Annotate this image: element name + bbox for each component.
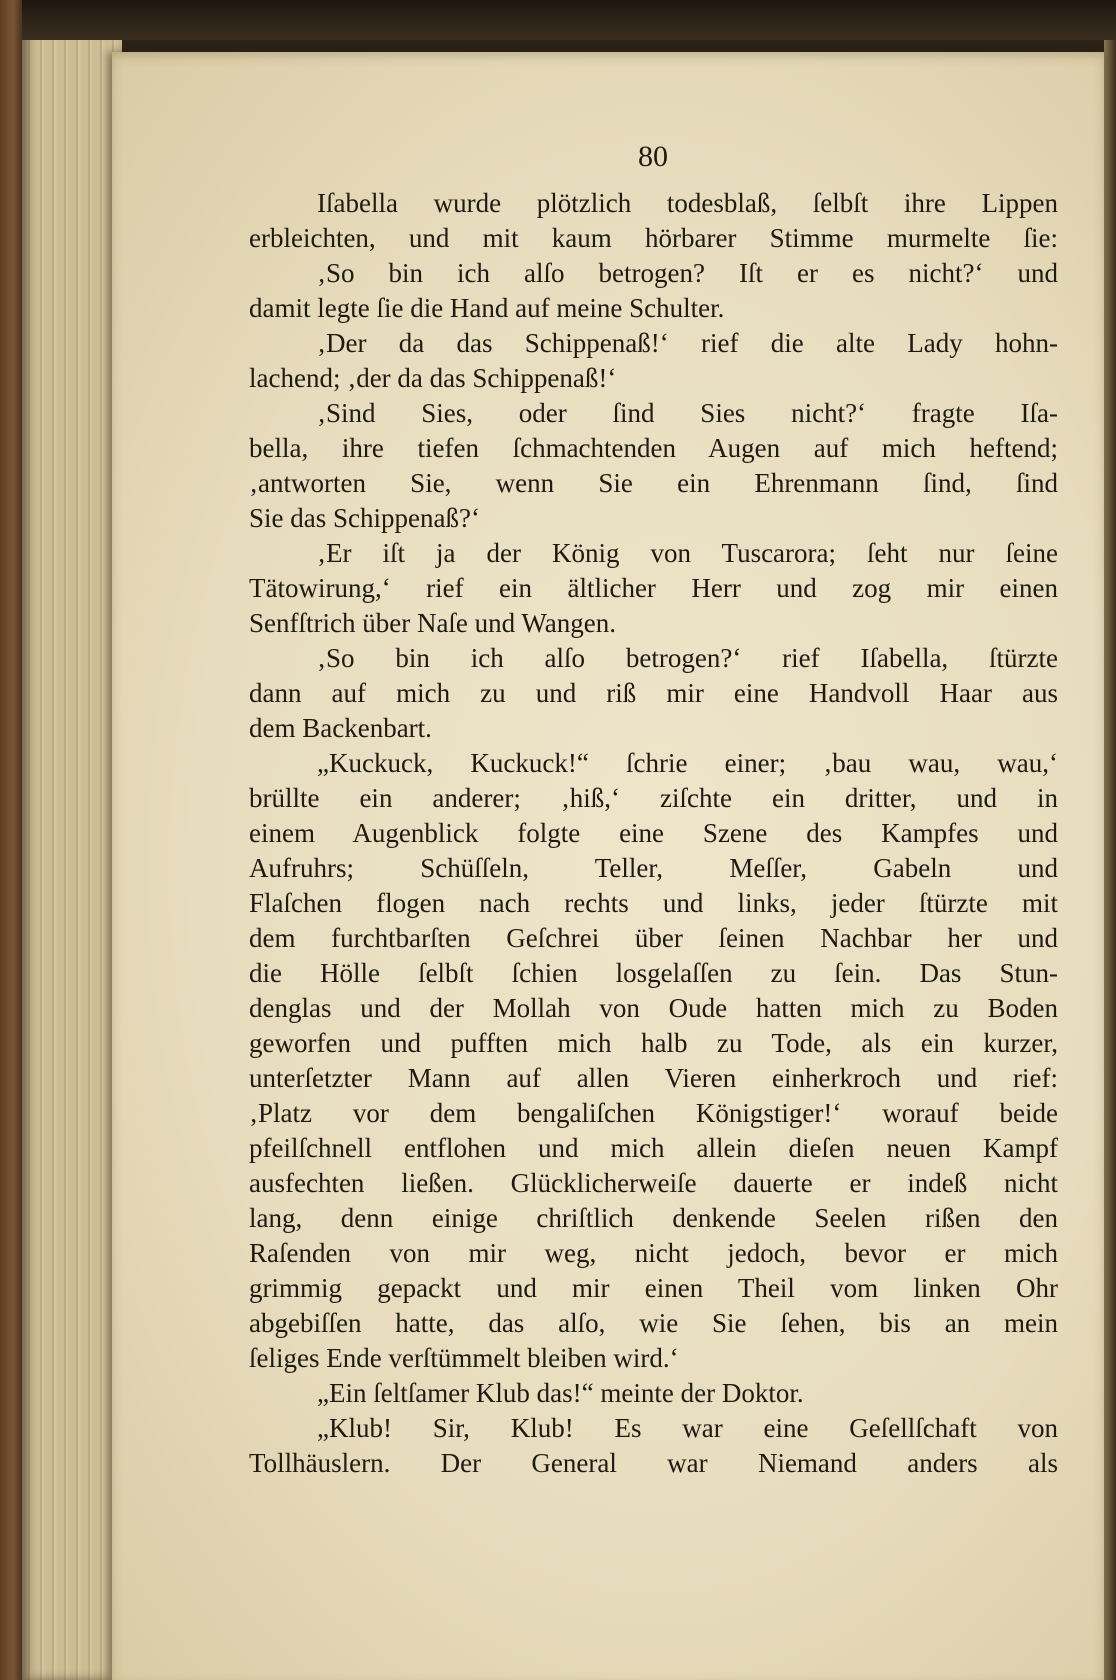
text-line: grimmig gepackt und mir einen Theil vom linken Ohr	[249, 1273, 1058, 1303]
text-line: Flaſchen flogen nach rechts und links, jeder ſtürzte mit	[249, 888, 1058, 918]
book-spine	[0, 0, 22, 1680]
text-line: ſeliges Ende verſtümmelt bleiben wird.‘	[249, 1343, 679, 1373]
text-line: lang, denn einige chriſtlich denkende Seelen rißen den	[249, 1203, 1058, 1233]
text-line: ‚So bin ich alſo betrogen?‘ rief Iſabella, ſtürzte	[317, 643, 1058, 673]
text-line: lachend; ‚der da das Schippenaß!‘	[249, 363, 617, 393]
page-number: 80	[638, 140, 668, 173]
text-line: ‚antworten Sie, wenn Sie ein Ehrenmann ſind, ſind	[249, 468, 1058, 498]
text-line: ‚So bin ich alſo betrogen? Iſt er es nicht?‘ und	[317, 258, 1058, 288]
text-line: geworfen und pufften mich halb zu Tode, als ein kurzer,	[249, 1028, 1058, 1058]
text-line: ‚Sind Sies, oder ſind Sies nicht?‘ fragte Iſa-	[317, 398, 1058, 428]
text-line: „Ein ſeltſamer Klub das!“ meinte der Doktor.	[317, 1378, 804, 1408]
text-line: einem Augenblick folgte eine Szene des Kampfes und	[249, 818, 1058, 848]
page-edges	[22, 30, 122, 1680]
text-line: denglas und der Mollah von Oude hatten mich zu Boden	[249, 993, 1058, 1023]
text-line: Senfſtrich über Naſe und Wangen.	[249, 608, 616, 638]
text-line: Aufruhrs; Schüſſeln, Teller, Meſſer, Gabeln und	[249, 853, 1058, 883]
text-line: pfeilſchnell entflohen und mich allein dieſen neuen Kampf	[249, 1133, 1058, 1163]
page-text	[249, 186, 1058, 1481]
text-line: bella, ihre tiefen ſchmachtenden Augen auf mich heftend;	[249, 433, 1058, 463]
text-line: dem furchtbarſten Geſchrei über ſeinen Nachbar her und	[249, 923, 1058, 953]
text-line: Iſabella wurde plötzlich todesblaß, ſelbſt ihre Lippen	[317, 188, 1058, 218]
text-line: die Hölle ſelbſt ſchien losgelaſſen zu ſein. Das Stun-	[249, 958, 1058, 988]
text-line: „Klub! Sir, Klub! Es war eine Geſellſchaft von	[317, 1413, 1058, 1443]
top-shadow	[22, 0, 1116, 40]
text-line: damit legte ſie die Hand auf meine Schulter.	[249, 293, 725, 323]
text-line: dann auf mich zu und riß mir eine Handvoll Haar aus	[249, 678, 1058, 708]
text-line: abgebiſſen hatte, das alſo, wie Sie ſehen, bis an mein	[249, 1308, 1058, 1338]
text-line: Tätowirung,‘ rief ein ältlicher Herr und zog mir einen	[249, 573, 1058, 603]
text-line: ausfechten ließen. Glücklicherweiſe dauerte er indeß nicht	[249, 1168, 1058, 1198]
text-line: unterſetzter Mann auf allen Vieren einherkroch und rief:	[249, 1063, 1058, 1093]
text-line: dem Backenbart.	[249, 713, 432, 743]
right-page-edge	[1104, 40, 1116, 1680]
text-line: „Kuckuck, Kuckuck!“ ſchrie einer; ‚bau wau, wau,‘	[317, 748, 1058, 778]
text-line: ‚Platz vor dem bengaliſchen Königstiger!‘ worauf beide	[249, 1098, 1058, 1128]
text-line: ‚Er iſt ja der König von Tuscarora; ſeht nur ſeine	[317, 538, 1058, 568]
text-line: Sie das Schippenaß?‘	[249, 503, 480, 533]
text-line: Raſenden von mir weg, nicht jedoch, bevor er mich	[249, 1238, 1058, 1268]
text-line: Tollhäuslern. Der General war Niemand anders als	[249, 1448, 1058, 1478]
text-line: erbleichten, und mit kaum hörbarer Stimme murmelte ſie:	[249, 223, 1058, 253]
text-line: ‚Der da das Schippenaß!‘ rief die alte Lady hohn-	[317, 328, 1058, 358]
text-line: brüllte ein anderer; ‚hiß,‘ ziſchte ein dritter, und in	[249, 783, 1058, 813]
